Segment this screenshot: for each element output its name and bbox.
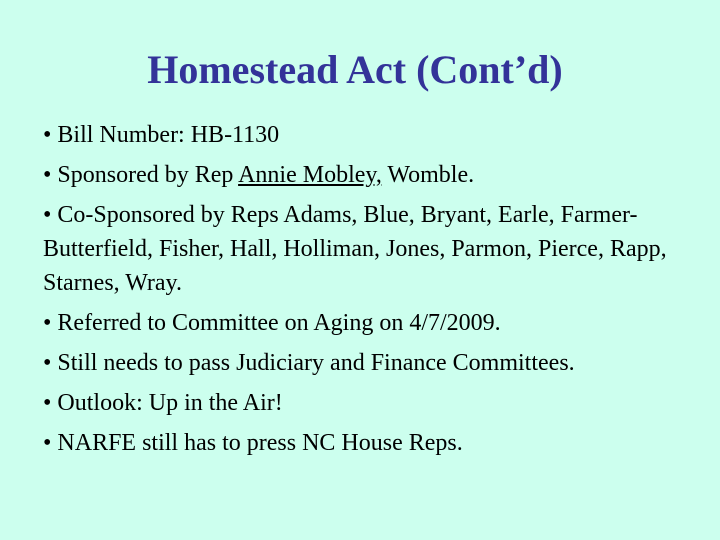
bullet-needs-to-pass: • Still needs to pass Judiciary and Finance Committees.: [43, 350, 575, 376]
bullet-co-sponsors: • Co-Sponsored by Reps Adams, Blue, Bryant, Earle, Farmer-Butterfield, Fisher, Hall, Holliman, Jones, Parmon, Pierce, Rapp, Starnes, Wray.: [43, 202, 667, 296]
sponsor-link[interactable]: Annie Mobley,: [238, 162, 382, 188]
slide-title: Homestead Act (Cont’d): [147, 47, 563, 92]
bullet-list: [43, 115, 703, 463]
bullet-narfe: • NARFE still has to press NC House Reps.: [43, 430, 463, 456]
sponsor-prefix: • Sponsored by Rep: [43, 162, 239, 188]
bullet-outlook: • Outlook: Up in the Air!: [43, 390, 283, 416]
bullet-sponsor: [43, 155, 703, 195]
sponsor-suffix: Womble.: [381, 162, 475, 188]
bullet-bill-number: • Bill Number: HB-1130: [43, 122, 280, 148]
bullet-committee-referral: • Referred to Committee on Aging on 4/7/2009.: [43, 310, 501, 336]
